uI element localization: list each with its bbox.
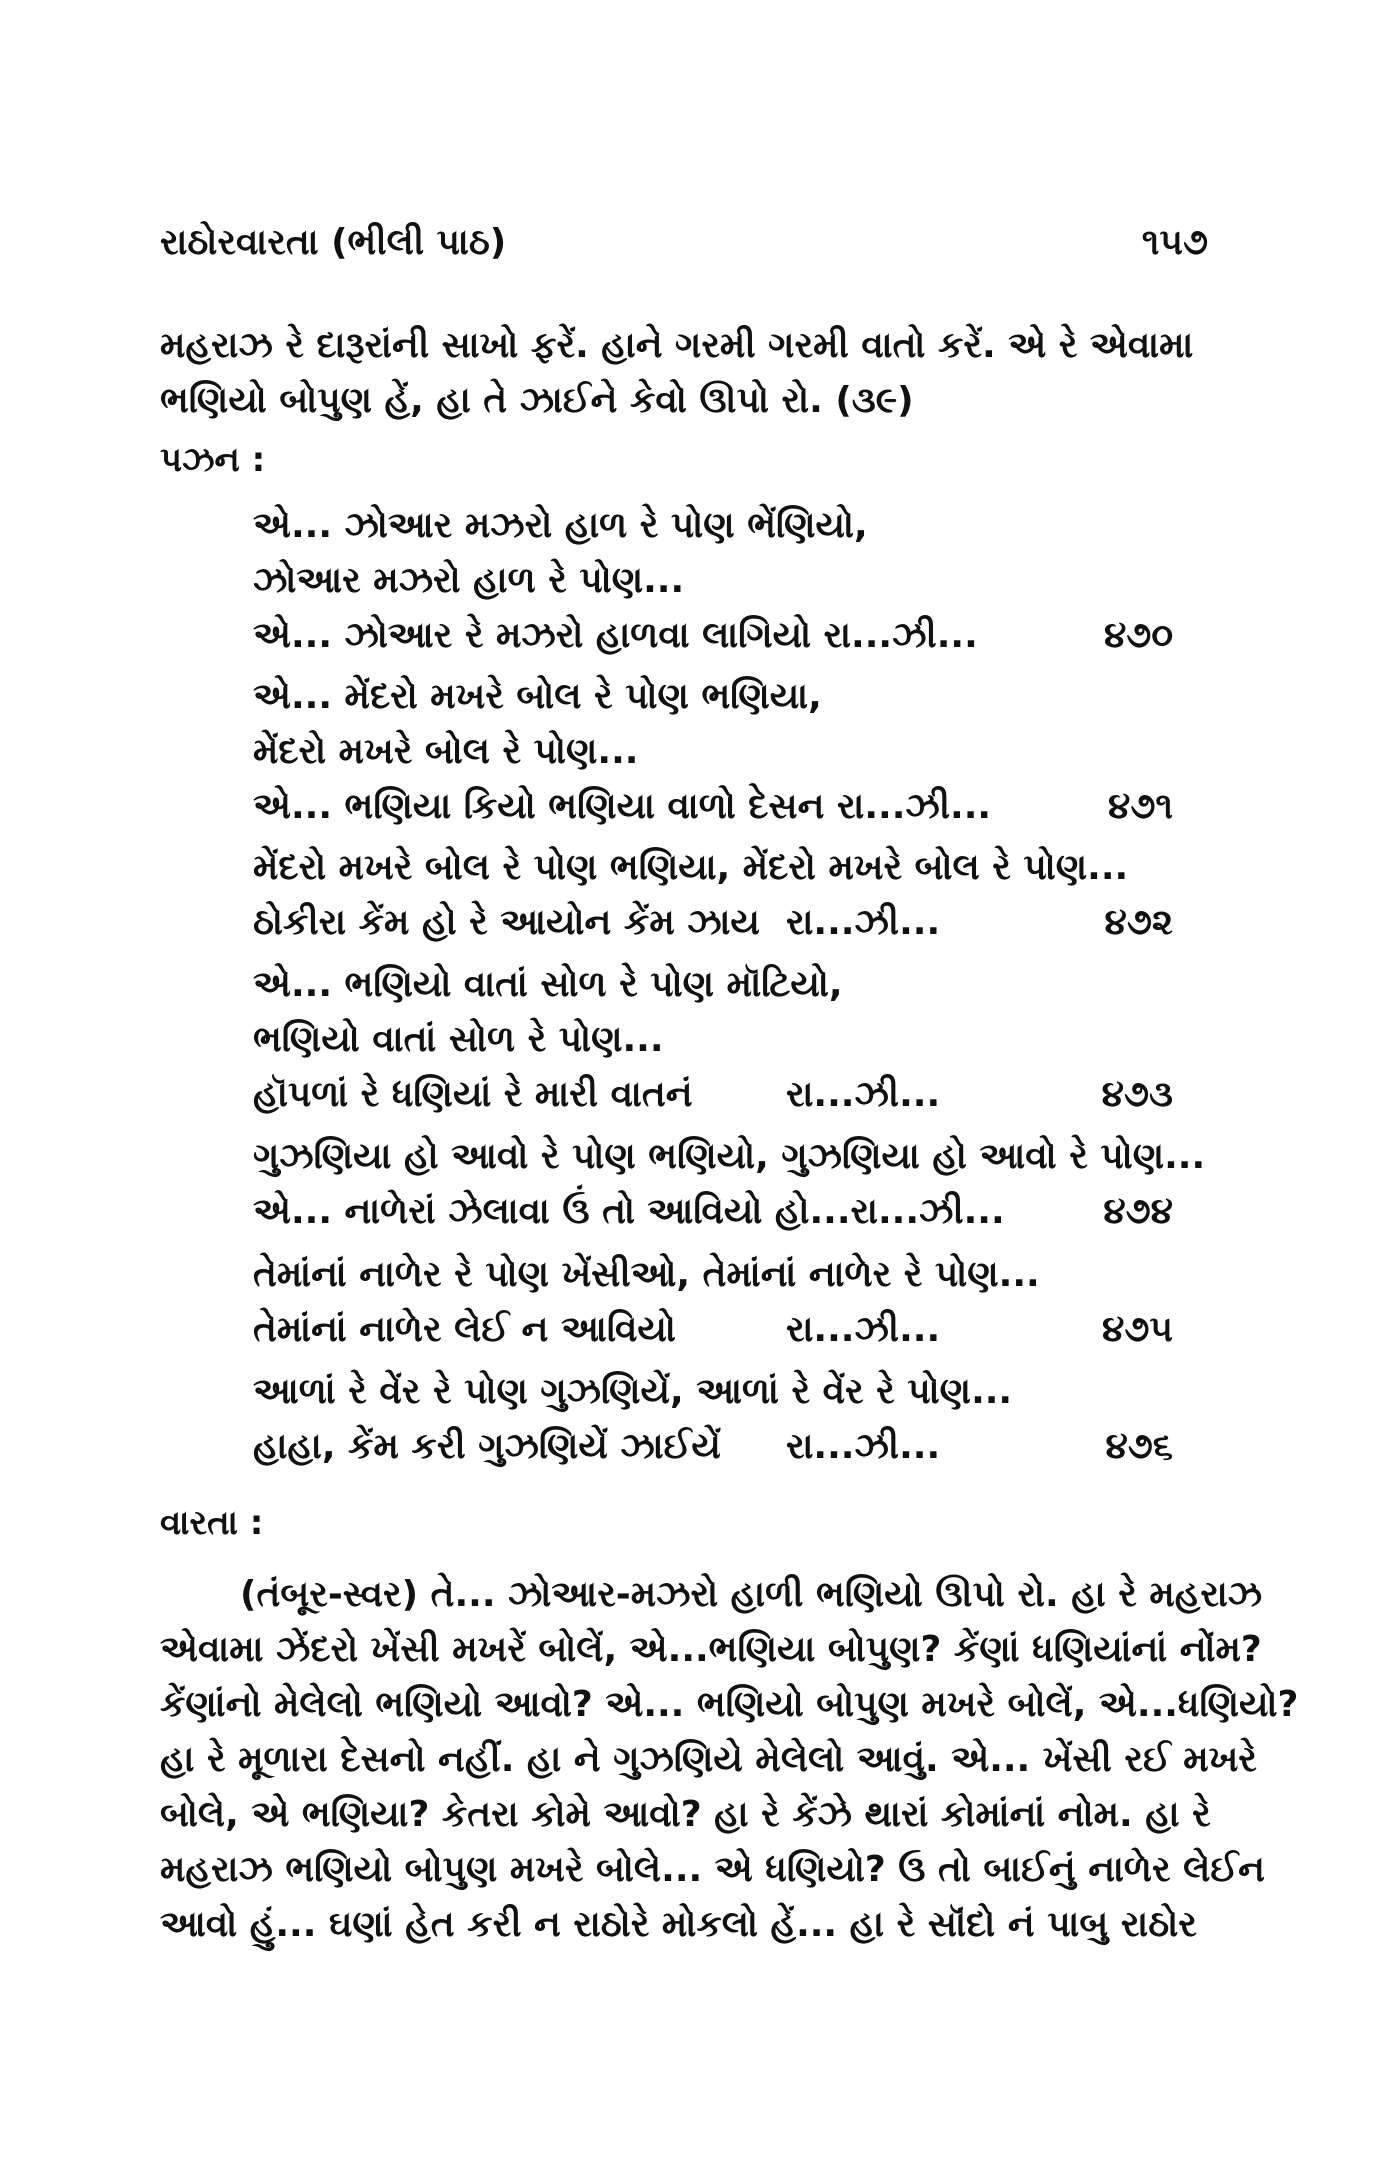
verse-text: મેંદરો મખરે બોલ રે પોણ... xyxy=(253,731,639,772)
verse-line xyxy=(253,560,1173,615)
verse-line xyxy=(253,847,1173,902)
section-label-varta: વારતા : xyxy=(160,1503,264,1543)
running-head: રાઠોરવારતા (ભીલી પાઠ) xyxy=(160,222,507,263)
verse-line xyxy=(253,615,1173,670)
verse-line xyxy=(253,1136,1206,1191)
verse-line xyxy=(253,731,1173,786)
verse-text: ઠોકીરા કેંમ હો રે આયોન કેંમ ઝાય xyxy=(253,902,760,943)
verse-number: ૪૭૫ xyxy=(1102,1309,1173,1350)
verse-text: ગુઝણિયા હો આવો રે પોણ ભણિયો, ગુઝણિયા હો આવો રે પોણ... xyxy=(253,1136,1206,1177)
page-header xyxy=(160,222,1208,272)
verse-line xyxy=(253,964,1173,1019)
verse-number: ૪૭૬ xyxy=(1105,1426,1173,1467)
verse-line xyxy=(253,676,1173,731)
verse-text: તેમાંનાં નાળેર રે પોણ ખેંસીઓ, તેમાંનાં નાળેર રે પોણ... xyxy=(253,1254,1040,1295)
verse-text: ઝોઆર મઝરો હાળ રે પોણ... xyxy=(253,560,685,601)
verse-text: મેંદરો મખરે બોલ રે પોણ ભણિયા, મેંદરો મખરે બોલ રે પોણ... xyxy=(253,847,1129,888)
verse-line xyxy=(253,1309,1173,1364)
verse-text: એ... ભણિયા કિયો ભણિયા વાળો દેસન રા...ઝી... xyxy=(253,786,992,827)
prose-paragraph xyxy=(160,1567,1299,1952)
prose-line: આવો હું... ઘણાં હેત કરી ન રાઠોરે મોકલો હેં... હા રે સૉંદો નં પાબુ રાઠોર xyxy=(160,1904,1197,1945)
prose-line: હા રે મૂળારા દેસનો નહીં. હા ને ગુઝણિયે મેલેલો આવું. એ... ખેંસી રઈ મખરે xyxy=(160,1739,1257,1780)
verse-line xyxy=(253,1074,1173,1129)
prose-line: મહરાઝ ભણિયો બોપુણ મખરે બોલે... એ ધણિયો? ઉ તો બાઈનું નાળેર લેઈન xyxy=(160,1849,1265,1890)
verse-text: હાહા, કેંમ કરી ગુઝણિયેં ઝાઈયેં xyxy=(253,1426,721,1467)
verse-text: ભણિયો વાતાં સોળ રે પોણ... xyxy=(253,1019,664,1060)
intro-line: મહરાઝ રે દારૂરાંની સાખો ફરેં. હાને ગરમી ગરમી વાતો કરેં. એ રે એવામા xyxy=(160,325,1194,366)
verse-line xyxy=(253,1019,1173,1074)
verse-stanza xyxy=(253,505,1173,670)
verse-text: એ... ઝોઆર મઝરો હાળ રે પોણ ભેંણિયો, xyxy=(253,505,868,546)
intro-line: ભણિયો બોપુણ હેં, હા તે ઝાઈને કેવો ઊપો રો. (૩૯) xyxy=(160,380,914,421)
verse-stanza xyxy=(253,1254,1173,1364)
verse-stanza xyxy=(253,847,1173,957)
verse-text: તેમાંનાં નાળેર લેઈ ન આવિયો xyxy=(253,1309,676,1350)
verse-line xyxy=(253,902,1173,957)
verse-text: એ... ઝોઆર રે મઝરો હાળવા લાગિયો રા...ઝી... xyxy=(253,615,978,656)
verse-refrain: રા...ઝી... xyxy=(786,1309,941,1350)
section-label-bhajan: પઝન : xyxy=(160,440,266,480)
verse-refrain: રા...ઝી... xyxy=(786,902,941,943)
verse-text: હૉપળાં રે ધણિયાં રે મારી વાતનં xyxy=(253,1074,693,1115)
prose-line: એવામા ઝેંદરો ખેંસી મખરેં બોલેં, એ...ભણિયા બોપુણ? કેંણાં ધણિયાંનાં નોંમ? xyxy=(160,1629,1262,1670)
verse-number: ૪૭૦ xyxy=(1103,615,1173,656)
verse-stanza xyxy=(253,676,1173,841)
verse-stanza xyxy=(253,1371,1173,1481)
verse-number: ૪૭૩ xyxy=(1101,1074,1173,1115)
verse-number: ૪૭૨ xyxy=(1104,902,1173,943)
verse-number: ૪૭૪ xyxy=(1103,1191,1173,1232)
verse-line xyxy=(253,786,1173,841)
verse-text: એ... મેંદરો મખરે બોલ રે પોણ ભણિયા, xyxy=(253,676,822,717)
verse-refrain: રા...ઝી... xyxy=(786,1426,941,1467)
verse-line xyxy=(253,1254,1173,1309)
verse-text: એ... ભણિયો વાતાં સોળ રે પોણ મૉટિયો, xyxy=(253,964,843,1005)
verse-line xyxy=(253,1371,1173,1426)
verse-line xyxy=(253,505,1173,560)
verse-stanza xyxy=(253,1136,1206,1246)
verse-number: ૪૭૧ xyxy=(1108,786,1173,827)
verse-refrain: રા...ઝી... xyxy=(786,1074,941,1115)
intro-paragraph xyxy=(160,318,1218,428)
verse-text: એ... નાળેરાં ઝેલાવા ઉં તો આવિયો હો...રા...ઝી... xyxy=(253,1191,1005,1232)
prose-line: બોલે, એ ભણિયા? કેતરા કોમે આવો? હા રે કેંઝે થારાં કોમાંનાં નોમ. હા રે xyxy=(160,1794,1211,1835)
verse-stanza xyxy=(253,964,1173,1129)
verse-line xyxy=(253,1191,1173,1246)
prose-line: કેંણાંનો મેલેલો ભણિયો આવો? એ... ભણિયો બોપુણ મખરે બોલેં, એ...ધણિયો? xyxy=(160,1684,1299,1725)
prose-line: (તંબૂર-સ્વર) તે... ઝોઆર-મઝરો હાળી ભણિયો ઊપો રો. હા રે મહરાઝ xyxy=(240,1574,1263,1615)
verse-line xyxy=(253,1426,1173,1481)
verse-text: આળાં રે વેંર રે પોણ ગુઝણિયેં, આળાં રે વેંર રે પોણ... xyxy=(253,1371,1013,1412)
page-number: ૧૫૭ xyxy=(1141,222,1208,263)
